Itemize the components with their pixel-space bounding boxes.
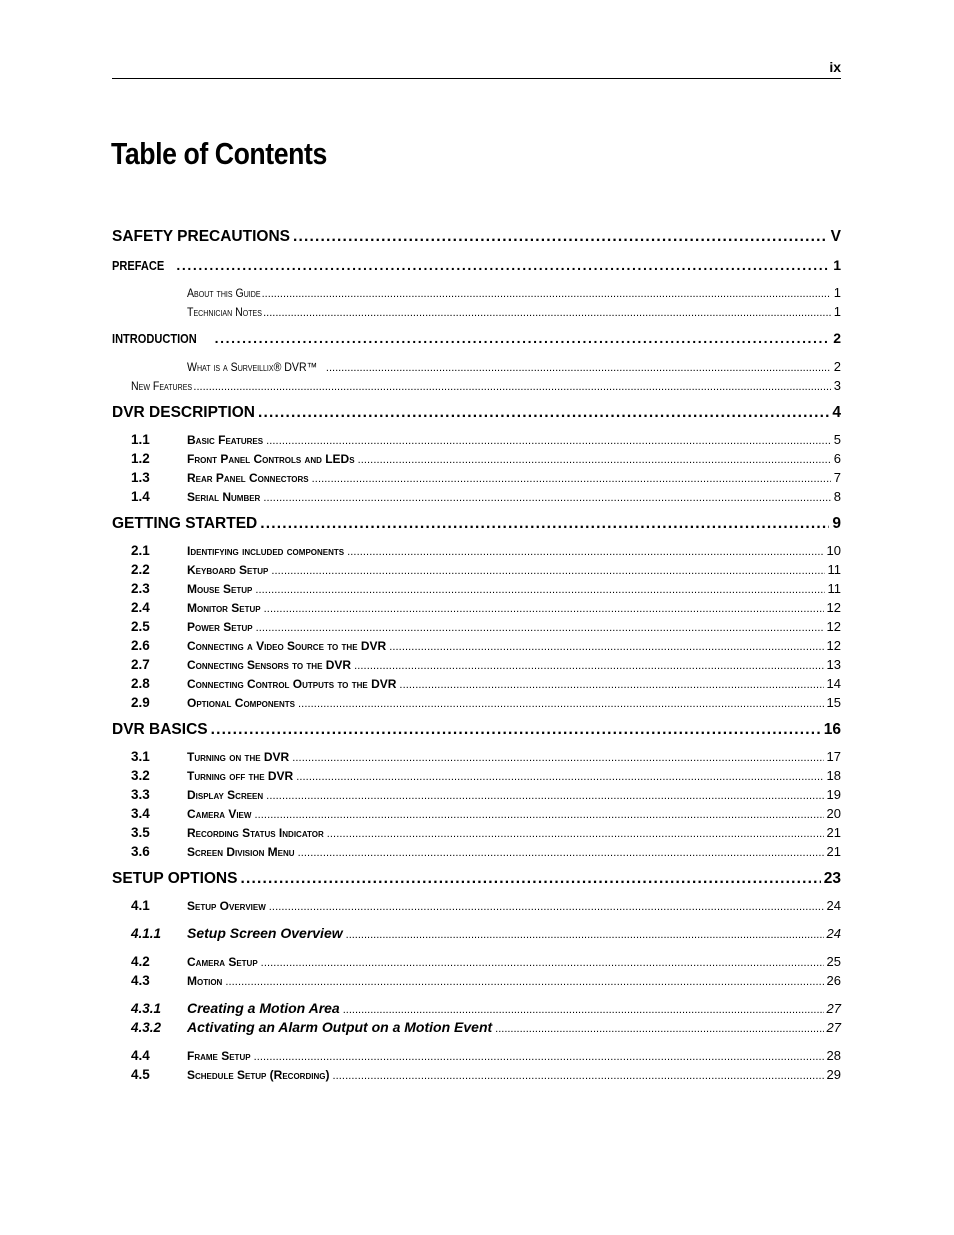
toc-entry-label: Setup Screen Overview [187, 925, 343, 941]
toc-entry[interactable] [112, 636, 841, 655]
toc-entry-label: Keyboard Setup [187, 563, 269, 577]
toc-entry-label: Activating an Alarm Output on a Motion Event [187, 1019, 493, 1035]
toc-entry-label: SETUP OPTIONS [112, 870, 238, 887]
toc-entry-page: 11 [827, 581, 841, 596]
toc-entry-label: Power Setup [187, 620, 253, 634]
toc-entry[interactable] [112, 1046, 841, 1065]
toc-entry-page: 13 [826, 657, 841, 672]
toc-entry[interactable] [112, 804, 841, 823]
toc-entry-number: 2.6 [131, 638, 150, 653]
toc-entry[interactable] [112, 541, 841, 560]
toc-entry-number: 4.3 [131, 973, 150, 988]
toc-entry-page: 12 [826, 600, 841, 615]
table-of-contents [112, 226, 841, 1084]
toc-entry-label: Connecting Control Outputs to the DVR [187, 677, 397, 691]
toc-entry-number: 4.2 [131, 954, 150, 969]
toc-entry-number: 2.7 [131, 657, 150, 672]
toc-entry[interactable] [112, 868, 841, 889]
toc-entry-label: About this Guide [187, 286, 261, 300]
toc-entry[interactable] [112, 823, 841, 842]
toc-entry-label: What is a Surveillix® DVR™ [187, 360, 318, 374]
toc-entry-page: 11 [827, 562, 841, 577]
toc-entry-number: 4.1.1 [131, 926, 162, 941]
dot-leader [358, 451, 831, 470]
toc-entry-label: Connecting a Video Source to the DVR [187, 639, 387, 653]
dot-leader [260, 513, 829, 534]
dot-leader [346, 926, 824, 945]
dot-leader [332, 1067, 823, 1086]
toc-entry-number: 3.2 [131, 768, 150, 783]
dot-leader [256, 619, 824, 638]
toc-entry-label: Mouse Setup [187, 582, 253, 596]
dot-leader [327, 825, 824, 844]
toc-entry-label: Rear Panel Connectors [187, 471, 309, 485]
toc-entry-label: PREFACE [112, 258, 165, 273]
toc-entry-label: Serial Number [187, 490, 261, 504]
toc-entry-number: 2.2 [131, 562, 150, 577]
dot-leader [240, 868, 820, 889]
dot-leader [354, 657, 823, 676]
dot-leader [312, 470, 831, 489]
toc-entry-page: 23 [823, 870, 841, 887]
toc-entry[interactable] [112, 1018, 841, 1037]
toc-entry-label: Technician Notes [187, 305, 262, 319]
toc-entry-label: INTRODUCTION [112, 331, 197, 346]
dot-leader [254, 1048, 824, 1067]
dot-leader [399, 676, 823, 695]
toc-entry[interactable] [112, 402, 841, 423]
toc-entry-label: Camera Setup [187, 955, 258, 969]
toc-entry-page: 10 [826, 543, 841, 558]
dot-leader [215, 328, 831, 348]
toc-entry-page: 27 [826, 1001, 841, 1016]
toc-entry-number: 3.3 [131, 787, 150, 802]
toc-entry-number: 4.4 [131, 1048, 150, 1063]
toc-entry[interactable] [112, 924, 841, 943]
toc-entry-label: Basic Features [187, 433, 264, 447]
toc-entry-page: 2 [833, 359, 841, 374]
toc-entry-label: Recording Status Indicator [187, 826, 324, 840]
dot-leader [347, 543, 823, 562]
toc-entry-page: 14 [826, 676, 841, 691]
toc-entry-number: 1.1 [131, 432, 150, 447]
toc-entry-number: 4.1 [131, 898, 150, 913]
toc-entry[interactable] [112, 1065, 841, 1084]
dot-leader [264, 600, 824, 619]
toc-entry-label: Setup Overview [187, 899, 266, 913]
toc-entry-page: 1 [833, 304, 841, 319]
dot-leader [211, 719, 821, 740]
toc-entry[interactable] [112, 598, 841, 617]
toc-entry-page: 9 [832, 515, 841, 532]
toc-entry-label: Monitor Setup [187, 601, 261, 615]
toc-entry-page: 4 [832, 404, 841, 421]
dot-leader [389, 638, 823, 657]
toc-entry-label: Turning off the DVR [187, 769, 294, 783]
toc-entry-page: V [830, 228, 841, 245]
toc-entry-number: 3.4 [131, 806, 150, 821]
toc-entry[interactable] [112, 785, 841, 804]
toc-entry-page: 6 [833, 451, 841, 466]
toc-entry-page: 24 [826, 926, 841, 941]
toc-entry[interactable] [112, 468, 841, 487]
dot-leader [293, 226, 828, 247]
dot-leader [263, 489, 830, 508]
toc-entry-page: 1 [833, 257, 841, 273]
toc-entry-label: Display Screen [187, 788, 264, 802]
toc-entry-page: 21 [826, 825, 841, 840]
dot-leader [298, 695, 824, 714]
toc-entry-page: 16 [823, 721, 841, 738]
toc-entry-page: 18 [826, 768, 841, 783]
toc-entry-label: Frame Setup [187, 1049, 251, 1063]
toc-entry-page: 8 [833, 489, 841, 504]
toc-entry-label: DVR DESCRIPTION [112, 404, 255, 421]
toc-entry-label: Connecting Sensors to the DVR [187, 658, 352, 672]
toc-entry[interactable] [112, 842, 841, 861]
toc-entry[interactable] [112, 487, 841, 506]
toc-entry-number: 2.9 [131, 695, 150, 710]
toc-entry[interactable] [112, 328, 841, 348]
toc-entry-label: GETTING STARTED [112, 515, 258, 532]
toc-entry-label: DVR BASICS [112, 721, 208, 738]
toc-entry-page: 7 [833, 470, 841, 485]
header-rule [112, 78, 841, 79]
toc-entry-number: 2.8 [131, 676, 150, 691]
toc-entry[interactable] [112, 513, 841, 534]
toc-entry[interactable] [112, 674, 841, 693]
toc-entry[interactable] [112, 226, 841, 247]
toc-entry-number: 2.3 [131, 581, 150, 596]
toc-entry-page: 26 [826, 973, 841, 988]
dot-leader [263, 304, 831, 323]
toc-entry-page: 12 [826, 619, 841, 634]
toc-entry[interactable] [112, 302, 841, 321]
toc-entry[interactable] [112, 617, 841, 636]
toc-entry-number: 3.5 [131, 825, 150, 840]
toc-entry-page: 27 [826, 1020, 841, 1035]
toc-entry-number: 2.4 [131, 600, 150, 615]
toc-entry-number: 2.5 [131, 619, 150, 634]
toc-entry-page: 2 [833, 330, 841, 346]
toc-entry-page: 21 [826, 844, 841, 859]
toc-entry[interactable] [112, 255, 841, 275]
toc-entry[interactable] [112, 896, 841, 915]
dot-leader [271, 562, 824, 581]
dot-leader [266, 787, 823, 806]
toc-entry-number: 4.5 [131, 1067, 150, 1082]
toc-entry[interactable] [112, 952, 841, 971]
toc-entry[interactable] [112, 719, 841, 740]
toc-entry-page: 12 [826, 638, 841, 653]
dot-leader [292, 749, 823, 768]
dot-leader [225, 973, 823, 992]
toc-entry-page: 5 [833, 432, 841, 447]
toc-entry[interactable] [112, 357, 841, 376]
dot-leader [269, 898, 824, 917]
dot-leader [266, 432, 831, 451]
dot-leader [495, 1020, 823, 1039]
toc-entry-label: Motion [187, 974, 223, 988]
toc-entry-label: Camera View [187, 807, 252, 821]
toc-entry-label: Screen Division Menu [187, 845, 295, 859]
toc-entry-number: 4.3.2 [131, 1020, 162, 1035]
toc-entry-page: 24 [826, 898, 841, 913]
toc-entry[interactable] [112, 560, 841, 579]
toc-entry-number: 3.6 [131, 844, 150, 859]
toc-entry-page: 29 [826, 1067, 841, 1082]
dot-leader [258, 402, 829, 423]
toc-entry-page: 17 [826, 749, 841, 764]
toc-entry-label: Creating a Motion Area [187, 1000, 340, 1016]
page-number: ix [829, 59, 841, 75]
toc-entry-page: 1 [833, 285, 841, 300]
toc-entry-page: 3 [833, 378, 841, 393]
toc-entry-label: Front Panel Controls and LEDs [187, 452, 355, 466]
dot-leader [255, 581, 824, 600]
toc-entry-number: 1.3 [131, 470, 150, 485]
page-title: Table of Contents [111, 136, 327, 171]
toc-entry[interactable] [112, 376, 841, 395]
toc-entry[interactable] [112, 747, 841, 766]
toc-entry[interactable] [112, 283, 841, 302]
toc-entry[interactable] [112, 579, 841, 598]
toc-entry-label: SAFETY PRECAUTIONS [112, 228, 290, 245]
toc-entry[interactable] [112, 999, 841, 1018]
toc-entry-label: Turning on the DVR [187, 750, 290, 764]
dot-leader [296, 768, 823, 787]
toc-entry-label: Identifying included components [187, 544, 345, 558]
toc-entry-number: 1.2 [131, 451, 150, 466]
toc-entry-number: 2.1 [131, 543, 150, 558]
toc-entry-label: New Features [131, 379, 193, 393]
toc-entry-number: 3.1 [131, 749, 150, 764]
toc-entry-number: 1.4 [131, 489, 150, 504]
dot-leader [261, 954, 824, 973]
toc-entry-page: 15 [826, 695, 841, 710]
toc-entry[interactable] [112, 693, 841, 712]
toc-entry-number: 4.3.1 [131, 1001, 162, 1016]
toc-entry-page: 20 [826, 806, 841, 821]
toc-entry[interactable] [112, 971, 841, 990]
toc-entry-label: Schedule Setup (Recording) [187, 1068, 330, 1082]
toc-entry[interactable] [112, 655, 841, 674]
dot-leader [254, 806, 823, 825]
toc-entry-page: 25 [826, 954, 841, 969]
dot-leader [193, 378, 830, 397]
toc-entry-label: Optional Components [187, 696, 296, 710]
dot-leader [262, 285, 831, 304]
toc-entry-page: 28 [826, 1048, 841, 1063]
dot-leader [326, 359, 831, 378]
dot-leader [298, 844, 824, 863]
toc-entry[interactable] [112, 449, 841, 468]
dot-leader [176, 255, 830, 275]
toc-entry[interactable] [112, 766, 841, 785]
toc-entry[interactable] [112, 430, 841, 449]
toc-entry-page: 19 [826, 787, 841, 802]
